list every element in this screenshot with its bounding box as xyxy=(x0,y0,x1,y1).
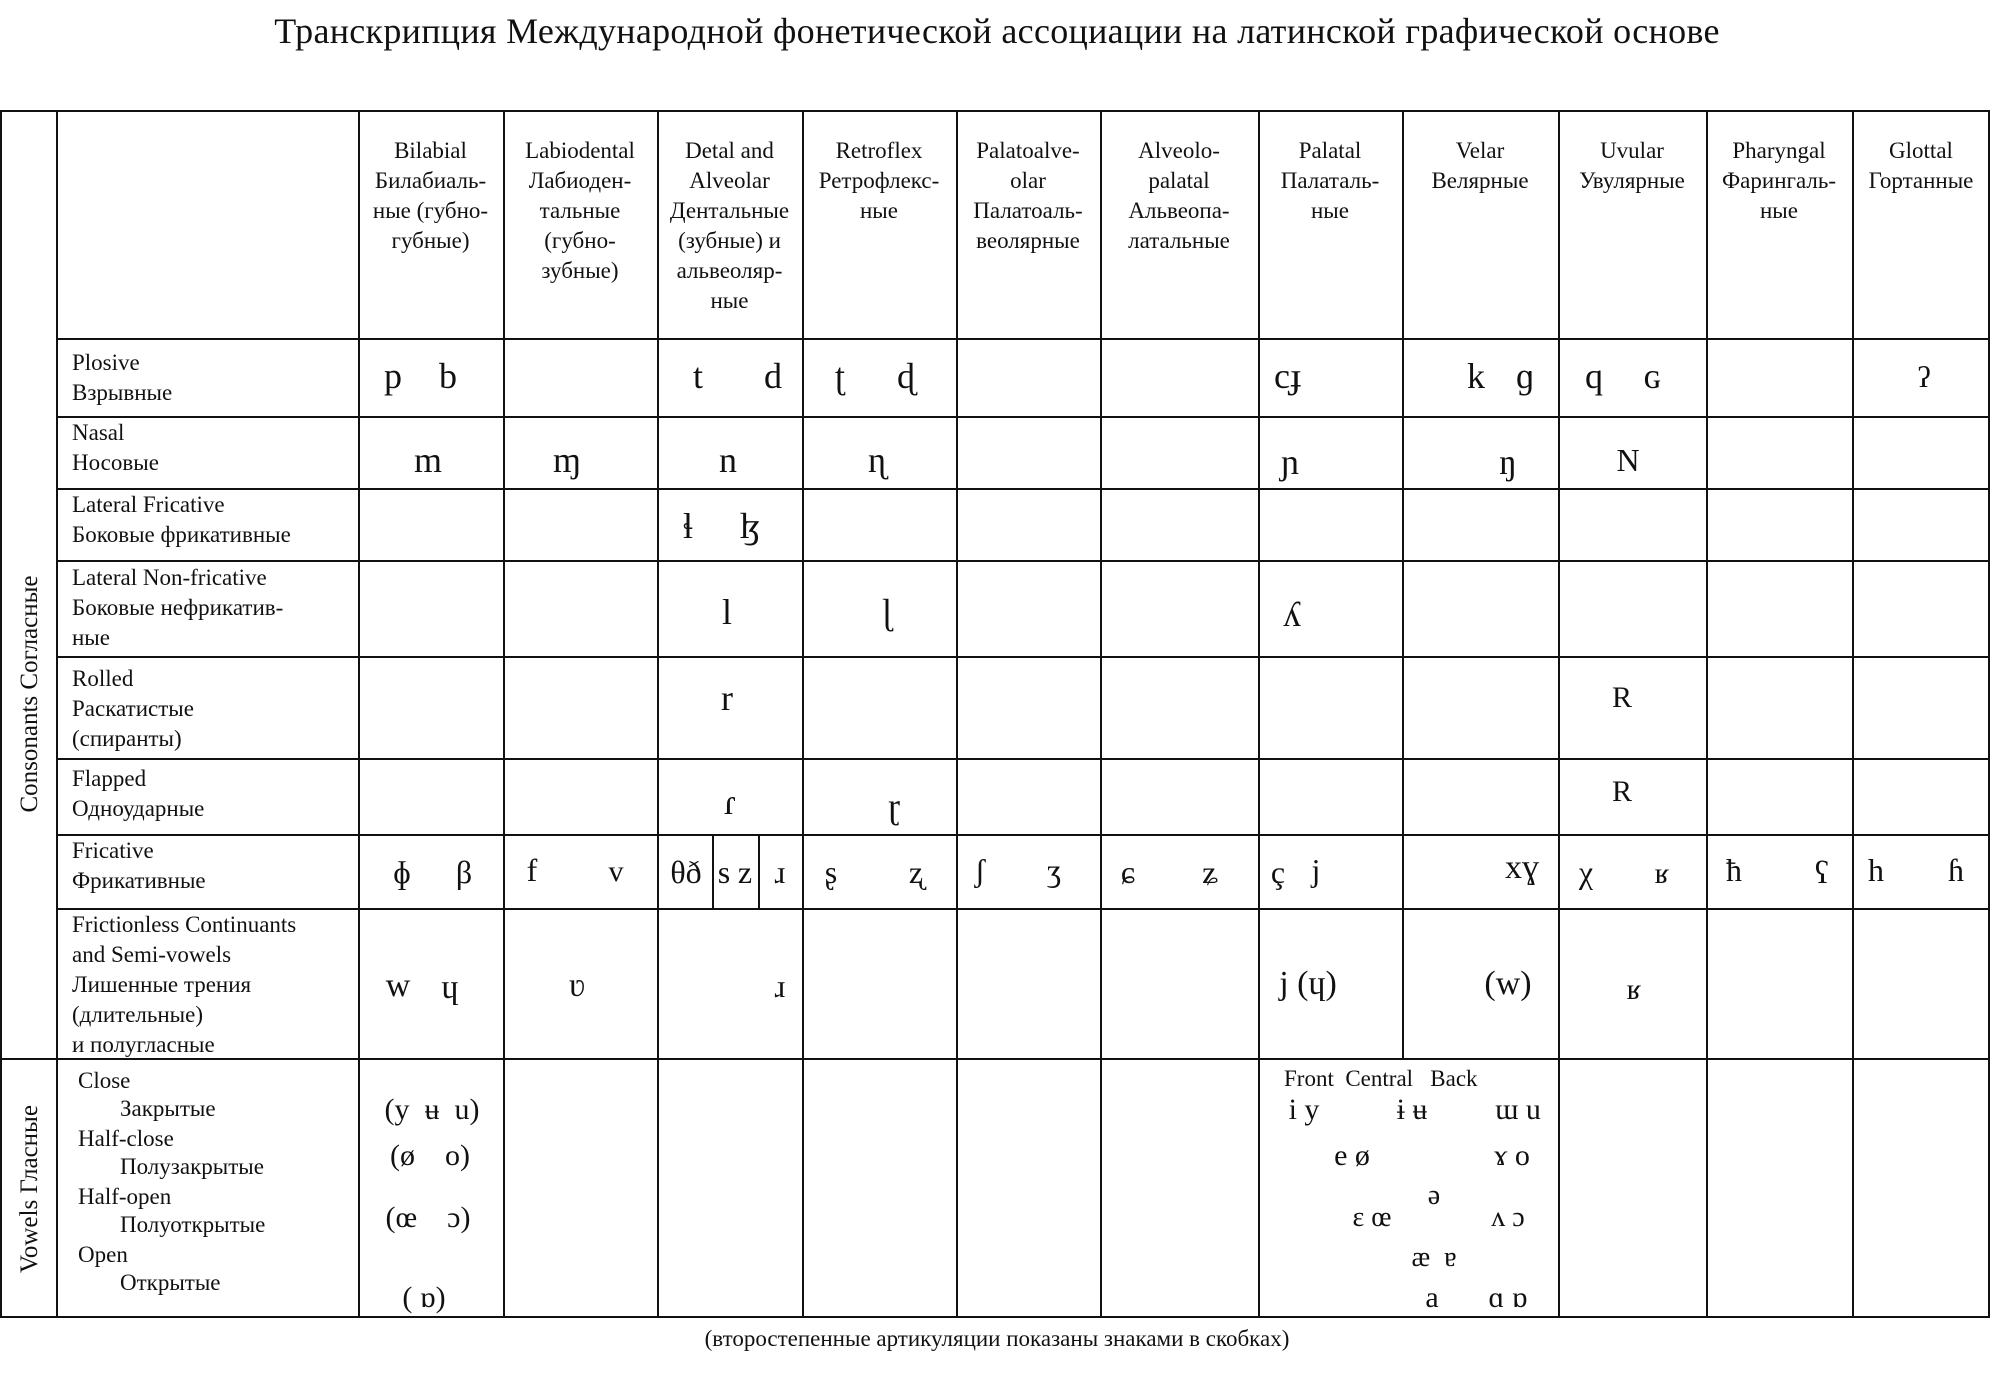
symbol: ʁ xyxy=(1654,857,1670,890)
symbol: z xyxy=(737,854,753,890)
symbol: ʈ xyxy=(834,356,846,396)
vowel-label-halfopen: Half-open xyxy=(78,1184,172,1209)
row-header-frictionless: Frictionless Continuants and Semi-vowels Лишенные трения (длительные) и полугласные xyxy=(72,912,297,1057)
symbol: w xyxy=(385,967,411,1004)
grid-line xyxy=(758,836,760,908)
vowel-symbol: ə xyxy=(1427,1180,1441,1211)
row-header-lateral-nonfricative: Lateral Non-fricative Боковые нефрикатив- ные xyxy=(72,565,284,650)
symbol: ɾ xyxy=(724,782,736,822)
vowel-symbol: a xyxy=(1425,1281,1439,1314)
symbol: xɣ xyxy=(1505,849,1539,886)
footnote: (второстепенные артикуляции показаны знаками в скобках) xyxy=(704,1326,1290,1351)
vowel-symbol: ɨ ʉ xyxy=(1396,1093,1428,1126)
symbol: ɱ xyxy=(552,440,582,480)
vowel-bilabial: (y ʉ u) xyxy=(384,1093,480,1126)
symbol: ɥ xyxy=(441,969,459,1006)
vowel-symbol: ɤ o xyxy=(1494,1139,1530,1172)
symbol: ɢ xyxy=(1643,356,1661,396)
column-header-labiodental: Labiodental Лабиоден- тальные (губно- зубные) xyxy=(525,138,635,283)
vowel-label-close: Close xyxy=(78,1068,131,1093)
symbol: f xyxy=(526,852,538,888)
symbol: j (ɥ) xyxy=(1279,965,1337,1002)
column-header-pharyngal: Pharyngal Фарингаль- ные xyxy=(1722,138,1836,223)
symbol: β xyxy=(455,854,473,890)
symbol: s xyxy=(717,854,731,890)
page-title: Транскрипция Международной фонетической ассоциации на латинской графической основе xyxy=(274,11,1720,51)
symbol: n xyxy=(719,440,737,480)
column-header-bilabial: Bilabial Билабиаль- ные (губно- губные) xyxy=(372,138,489,253)
symbol: ʐ xyxy=(908,854,924,890)
symbol: ɳ xyxy=(868,440,886,480)
column-header-palatal: Palatal Палаталь- ные xyxy=(1280,138,1380,223)
symbol: d xyxy=(764,356,782,396)
column-header-glottal: Glottal Гортанные xyxy=(1868,138,1974,193)
symbol: (w) xyxy=(1484,965,1532,1002)
symbol: l xyxy=(721,592,733,632)
grid-line xyxy=(0,110,2,1318)
symbol: ɬ xyxy=(682,506,694,546)
symbol: ʔ xyxy=(1917,361,1931,394)
symbol: ɕ xyxy=(1120,854,1136,890)
symbol: θð xyxy=(670,854,702,890)
row-header-rolled: Rolled Раскатистые (спиранты) xyxy=(72,666,194,751)
symbol: v xyxy=(608,855,624,888)
symbol: N xyxy=(1616,442,1640,478)
symbol: R xyxy=(1611,681,1633,714)
grid-line xyxy=(712,836,714,908)
symbol: cɟ xyxy=(1274,356,1302,396)
grid-line xyxy=(503,110,505,1318)
symbol: ɦ xyxy=(1948,852,1964,888)
symbol: ɮ xyxy=(739,506,761,546)
symbol: ʋ xyxy=(569,967,585,1004)
grid-line xyxy=(1100,110,1102,1318)
vowel-symbol: ɛ œ xyxy=(1352,1202,1392,1233)
vowel-chart-header: Front Central Back xyxy=(1284,1066,1478,1091)
vowel-label-open-ru: Открытые xyxy=(120,1270,221,1295)
symbol: ɡ xyxy=(1516,356,1534,396)
vowel-label-halfopen-ru: Полуоткрытые xyxy=(120,1212,266,1237)
symbol: k xyxy=(1467,356,1485,396)
vowel-symbol: ʌ ɔ xyxy=(1491,1202,1525,1233)
grid-line xyxy=(56,110,58,1318)
symbol: ʒ xyxy=(1046,852,1062,888)
vowel-bilabial: ( ɒ) xyxy=(402,1281,446,1314)
vowel-symbol: ɯ u xyxy=(1495,1093,1541,1126)
symbol: ɽ xyxy=(888,786,900,826)
symbol: ç xyxy=(1270,854,1286,890)
vowel-label-halfclose: Half-close xyxy=(78,1126,174,1151)
symbol: ɹ xyxy=(774,854,786,890)
symbol: ɹ xyxy=(774,968,786,1004)
column-header-velar: Velar Велярные xyxy=(1431,138,1529,193)
grid-line xyxy=(1402,110,1404,1060)
symbol: ʂ xyxy=(824,854,838,890)
grid-line xyxy=(1706,110,1708,1318)
symbol: ħ xyxy=(1726,852,1742,888)
symbol: r xyxy=(721,678,733,718)
symbol: ʁ xyxy=(1626,973,1642,1006)
grid-line xyxy=(358,110,360,1318)
vowels-side-label: Vowels Гласные xyxy=(16,1105,43,1273)
vowel-bilabial: (œ ɔ) xyxy=(385,1201,471,1234)
symbol: b xyxy=(439,356,457,396)
grid-line xyxy=(1558,110,1560,1318)
symbol: ɖ xyxy=(897,356,915,396)
vowel-symbol: i y xyxy=(1288,1093,1320,1126)
vowel-symbol: æ ɐ xyxy=(1411,1242,1457,1273)
vowel-label-open: Open xyxy=(78,1242,128,1267)
symbol: h xyxy=(1868,852,1884,888)
grid-line xyxy=(802,110,804,1318)
grid-line xyxy=(1258,110,1260,1318)
grid-line xyxy=(56,758,1990,760)
grid-line xyxy=(1852,110,1854,1318)
symbol: ʑ xyxy=(1202,854,1218,890)
row-header-lateral-fricative: Lateral Fricative Боковые фрикативные xyxy=(72,492,291,547)
symbol: ʕ xyxy=(1814,854,1830,890)
symbol: ʃ xyxy=(974,852,986,888)
column-header-dental-alveolar: Detal and Alveolar Дентальные (зубные) и альвеоляр- ные xyxy=(669,138,790,313)
symbol: ɸ xyxy=(393,854,411,890)
symbol: ɭ xyxy=(881,592,893,632)
vowel-label-close-ru: Закрытые xyxy=(120,1096,216,1121)
column-header-uvular: Uvular Увулярные xyxy=(1579,138,1685,193)
vowel-symbol: e ø xyxy=(1334,1139,1370,1172)
consonants-side-label: Consonants Согласные xyxy=(16,575,43,813)
grid-line xyxy=(56,656,1990,658)
symbol: ɲ xyxy=(1281,442,1299,482)
column-header-palatoalveolar: Palatoalve- olar Палатоаль- веолярные xyxy=(973,138,1083,253)
symbol: m xyxy=(413,440,443,480)
symbol: p xyxy=(384,356,402,396)
row-header-plosive: Plosive Взрывные xyxy=(72,350,173,405)
vowel-bilabial: (ø o) xyxy=(390,1139,470,1172)
row-header-nasal: Nasal Носовые xyxy=(72,420,159,475)
grid-line xyxy=(956,110,958,1318)
grid-line xyxy=(56,338,1990,340)
symbol: ŋ xyxy=(1499,442,1517,482)
vowel-label-halfclose-ru: Полузакрытые xyxy=(120,1154,264,1179)
vowel-symbol: ɑ ɒ xyxy=(1488,1281,1528,1314)
row-header-flapped: Flapped Одноударные xyxy=(72,766,205,821)
symbol: χ xyxy=(1578,854,1594,890)
symbol: ʎ xyxy=(1283,594,1301,634)
row-header-fricative: Fricative Фрикативные xyxy=(72,838,206,893)
symbol: j xyxy=(1311,852,1321,888)
column-header-alveolopalatal: Alveolo- palatal Альвеопа- латальные xyxy=(1128,138,1230,253)
grid-line xyxy=(56,560,1990,562)
symbol: q xyxy=(1585,356,1603,396)
symbol: R xyxy=(1611,775,1633,808)
column-header-retroflex: Retroflex Ретрофлекс- ные xyxy=(818,138,940,223)
symbol: t xyxy=(692,356,704,396)
